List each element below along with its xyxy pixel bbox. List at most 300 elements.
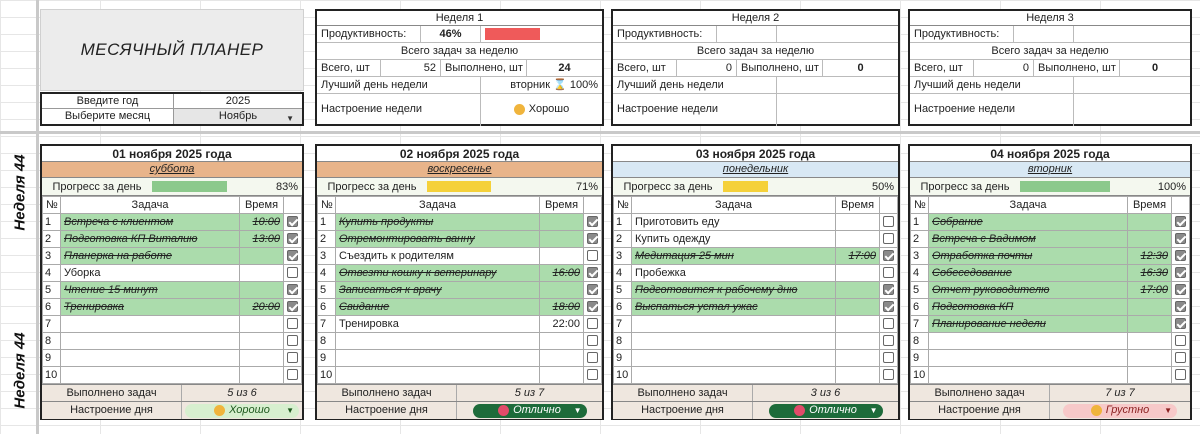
task-time[interactable] — [836, 350, 880, 367]
week-title: Неделя 2 — [613, 11, 898, 26]
done-tasks-label: Выполнено задач — [317, 385, 457, 401]
task-checkbox-cell[interactable] — [584, 299, 602, 316]
task-text[interactable]: Собеседование — [929, 265, 1128, 282]
productivity-bar-cell — [777, 26, 898, 42]
checked-checkbox-icon[interactable] — [1175, 233, 1186, 244]
task-number: 7 — [318, 316, 336, 333]
checkbox-icon[interactable] — [883, 335, 894, 346]
task-row — [614, 350, 898, 367]
day-mood-select[interactable] — [1063, 404, 1177, 418]
year-month-selector — [40, 92, 304, 126]
task-text[interactable] — [632, 333, 836, 350]
task-time[interactable]: 12:30 — [1128, 248, 1172, 265]
task-time[interactable]: 22:00 — [540, 316, 584, 333]
task-time[interactable]: 10:00 — [240, 214, 284, 231]
checked-checkbox-icon[interactable] — [587, 233, 598, 244]
day-mood-label: Настроение дня — [910, 402, 1050, 419]
checked-checkbox-icon[interactable] — [883, 250, 894, 261]
task-number: 4 — [911, 265, 929, 282]
header-time: Время — [240, 197, 284, 214]
task-text[interactable]: Отчет руководителю — [929, 282, 1128, 299]
total-count-value: 52 — [381, 60, 441, 76]
day-mood-value: Грустно — [1105, 404, 1150, 416]
task-checkbox-cell[interactable] — [880, 299, 898, 316]
progress-bar — [152, 181, 227, 192]
task-time[interactable] — [1128, 350, 1172, 367]
task-text[interactable]: Уборка — [61, 265, 240, 282]
done-tasks-row — [317, 384, 602, 401]
task-time[interactable] — [836, 333, 880, 350]
day-date: 04 ноября 2025 года — [910, 146, 1190, 162]
task-text[interactable] — [632, 367, 836, 384]
task-time[interactable] — [1128, 316, 1172, 333]
header-time: Время — [1128, 197, 1172, 214]
done-tasks-row — [613, 384, 898, 401]
task-time[interactable] — [836, 367, 880, 384]
day-mood-label: Настроение дня — [317, 402, 457, 419]
week-mood-text: Хорошо — [528, 103, 570, 115]
task-text[interactable]: Планерка на работе — [61, 248, 240, 265]
column-separator — [36, 0, 39, 434]
task-checkbox-cell[interactable] — [880, 231, 898, 248]
task-text[interactable] — [336, 367, 540, 384]
task-number: 10 — [43, 367, 61, 384]
task-checkbox-cell[interactable] — [880, 350, 898, 367]
day-mood-select[interactable] — [769, 404, 883, 418]
checked-checkbox-icon[interactable] — [287, 301, 298, 312]
task-text[interactable]: Чтение 15 минут — [61, 282, 240, 299]
task-time[interactable] — [240, 316, 284, 333]
task-time[interactable] — [836, 231, 880, 248]
task-time[interactable] — [240, 248, 284, 265]
total-week-label: Всего задач за неделю — [696, 45, 815, 57]
day-mood-label: Настроение дня — [613, 402, 753, 419]
task-time[interactable] — [836, 316, 880, 333]
checkbox-icon[interactable] — [1175, 369, 1186, 380]
task-text[interactable]: Собрание — [929, 214, 1128, 231]
task-checkbox-cell[interactable] — [284, 265, 302, 282]
task-time[interactable] — [1128, 231, 1172, 248]
task-time[interactable] — [540, 282, 584, 299]
day-card-1 — [40, 144, 304, 420]
header-num: № — [911, 197, 929, 214]
done-count-label: Выполнено, шт — [441, 60, 527, 76]
task-checkbox-cell[interactable] — [880, 282, 898, 299]
header-time: Время — [540, 197, 584, 214]
task-checkbox-cell[interactable] — [880, 333, 898, 350]
task-text[interactable]: Тренировка — [61, 299, 240, 316]
task-time[interactable] — [240, 367, 284, 384]
task-time[interactable] — [240, 350, 284, 367]
task-checkbox-cell[interactable] — [1172, 350, 1190, 367]
week-mood-value — [1074, 94, 1190, 126]
task-number: 3 — [43, 248, 61, 265]
task-row — [911, 282, 1190, 299]
checkbox-icon[interactable] — [287, 369, 298, 380]
task-number: 3 — [911, 248, 929, 265]
task-checkbox-cell[interactable] — [1172, 265, 1190, 282]
task-checkbox-cell[interactable] — [284, 231, 302, 248]
checkbox-icon[interactable] — [287, 318, 298, 329]
task-row — [43, 231, 302, 248]
task-number: 6 — [318, 299, 336, 316]
task-number: 10 — [614, 367, 632, 384]
task-text[interactable] — [632, 350, 836, 367]
smiley-icon — [498, 405, 509, 416]
task-number: 8 — [614, 333, 632, 350]
task-text[interactable] — [929, 333, 1128, 350]
checkbox-icon[interactable] — [587, 250, 598, 261]
checkbox-icon[interactable] — [1175, 335, 1186, 346]
month-label: Выберите месяц — [42, 109, 174, 124]
task-number: 5 — [614, 282, 632, 299]
chevron-down-icon: ▼ — [1164, 405, 1172, 415]
task-row — [911, 214, 1190, 231]
task-number: 10 — [318, 367, 336, 384]
task-text[interactable]: Пробежка — [632, 265, 836, 282]
done-tasks-row — [910, 384, 1190, 401]
checked-checkbox-icon[interactable] — [883, 301, 894, 312]
task-time[interactable] — [540, 333, 584, 350]
task-checkbox-cell[interactable] — [284, 333, 302, 350]
task-text[interactable] — [336, 350, 540, 367]
day-mood-row — [613, 401, 898, 419]
done-count-label: Выполнено, шт — [737, 60, 823, 76]
task-header-row — [318, 197, 602, 214]
task-row — [614, 367, 898, 384]
task-time[interactable] — [540, 367, 584, 384]
task-row — [43, 299, 302, 316]
header-check — [284, 197, 302, 214]
task-text[interactable]: Приготовить еду — [632, 214, 836, 231]
task-text[interactable]: Отвезти кошку к ветеринару — [336, 265, 540, 282]
task-checkbox-cell[interactable] — [584, 248, 602, 265]
task-checkbox-cell[interactable] — [1172, 333, 1190, 350]
task-time[interactable]: 17:00 — [836, 248, 880, 265]
checkbox-icon[interactable] — [883, 352, 894, 363]
task-text[interactable]: Подготовка КП Виталию — [61, 231, 240, 248]
task-row — [43, 316, 302, 333]
checkbox-icon[interactable] — [883, 369, 894, 380]
task-checkbox-cell[interactable] — [1172, 299, 1190, 316]
task-row — [614, 316, 898, 333]
header-task: Задача — [632, 197, 836, 214]
header-check — [584, 197, 602, 214]
total-week-label: Всего задач за неделю — [400, 45, 519, 57]
task-text[interactable]: Записаться к врачу — [336, 282, 540, 299]
task-text[interactable] — [336, 333, 540, 350]
task-checkbox-cell[interactable] — [1172, 367, 1190, 384]
day-mood-row — [317, 401, 602, 419]
task-time[interactable] — [1128, 214, 1172, 231]
side-week-label-bottom: Неделя 44 — [11, 331, 29, 409]
checkbox-icon[interactable] — [587, 352, 598, 363]
task-checkbox-cell[interactable] — [584, 350, 602, 367]
task-checkbox-cell[interactable] — [284, 282, 302, 299]
task-number: 6 — [911, 299, 929, 316]
task-row — [43, 265, 302, 282]
done-count-label: Выполнено, шт — [1034, 60, 1120, 76]
task-row — [43, 248, 302, 265]
week-summary-3 — [908, 9, 1192, 126]
task-time[interactable] — [1128, 299, 1172, 316]
task-text[interactable]: Планирование недели — [929, 316, 1128, 333]
task-text[interactable]: Встреча с Вадимом — [929, 231, 1128, 248]
header-task: Задача — [336, 197, 540, 214]
task-time[interactable]: 16:00 — [540, 265, 584, 282]
day-card-4 — [908, 144, 1192, 420]
task-row — [614, 265, 898, 282]
task-table — [42, 196, 302, 384]
task-checkbox-cell[interactable] — [584, 367, 602, 384]
checked-checkbox-icon[interactable] — [587, 267, 598, 278]
task-time[interactable] — [540, 350, 584, 367]
checked-checkbox-icon[interactable] — [287, 250, 298, 261]
task-checkbox-cell[interactable] — [284, 367, 302, 384]
task-row — [911, 265, 1190, 282]
header-check — [1172, 197, 1190, 214]
task-time[interactable] — [836, 299, 880, 316]
task-text[interactable]: Купить одежду — [632, 231, 836, 248]
done-count-value: 0 — [1151, 62, 1159, 74]
checkbox-icon[interactable] — [883, 267, 894, 278]
task-number: 1 — [911, 214, 929, 231]
task-header-row — [43, 197, 302, 214]
task-text[interactable]: Отработка почты — [929, 248, 1128, 265]
checked-checkbox-icon[interactable] — [587, 284, 598, 295]
task-checkbox-cell[interactable] — [284, 350, 302, 367]
task-row — [43, 333, 302, 350]
task-row — [911, 316, 1190, 333]
task-time[interactable] — [540, 248, 584, 265]
task-time[interactable]: 13:00 — [240, 231, 284, 248]
task-checkbox-cell[interactable] — [284, 214, 302, 231]
done-count-value: 0 — [857, 62, 864, 74]
task-time[interactable] — [240, 333, 284, 350]
checked-checkbox-icon[interactable] — [1175, 250, 1186, 261]
day-date: 01 ноября 2025 года — [42, 146, 302, 162]
task-number: 5 — [911, 282, 929, 299]
task-row — [318, 214, 602, 231]
task-number: 7 — [911, 316, 929, 333]
best-day-percent: 100% — [569, 79, 598, 91]
task-row — [614, 333, 898, 350]
checked-checkbox-icon[interactable] — [1175, 267, 1186, 278]
chevron-down-icon: ▼ — [286, 405, 294, 415]
task-text[interactable] — [61, 316, 240, 333]
task-time[interactable] — [1128, 367, 1172, 384]
checked-checkbox-icon[interactable] — [1175, 301, 1186, 312]
day-mood-select[interactable] — [473, 404, 587, 418]
task-text[interactable]: Свидание — [336, 299, 540, 316]
task-number: 5 — [318, 282, 336, 299]
progress-percent: 71% — [575, 181, 598, 193]
task-row — [614, 299, 898, 316]
task-time[interactable]: 20:00 — [240, 299, 284, 316]
task-checkbox-cell[interactable] — [1172, 231, 1190, 248]
task-checkbox-cell[interactable] — [284, 248, 302, 265]
task-text[interactable] — [61, 367, 240, 384]
task-text[interactable] — [61, 350, 240, 367]
total-count-value: 0 — [677, 60, 737, 76]
productivity-value — [717, 26, 777, 42]
checked-checkbox-icon[interactable] — [587, 301, 598, 312]
task-checkbox-cell[interactable] — [880, 316, 898, 333]
checked-checkbox-icon[interactable] — [287, 216, 298, 227]
day-mood-value: Хорошо — [229, 404, 270, 416]
task-checkbox-cell[interactable] — [1172, 248, 1190, 265]
productivity-label: Продуктивность: — [910, 26, 1014, 42]
task-number: 2 — [911, 231, 929, 248]
task-number: 6 — [43, 299, 61, 316]
task-number: 3 — [614, 248, 632, 265]
task-checkbox-cell[interactable] — [880, 214, 898, 231]
task-checkbox-cell[interactable] — [584, 333, 602, 350]
task-text[interactable] — [929, 350, 1128, 367]
task-time[interactable] — [540, 214, 584, 231]
task-time[interactable]: 16:30 — [1128, 265, 1172, 282]
month-select[interactable] — [174, 109, 302, 124]
best-day-value — [1074, 77, 1190, 93]
year-input[interactable]: 2025 — [225, 95, 251, 107]
day-mood-value: Отлично — [809, 404, 857, 416]
task-time[interactable] — [836, 282, 880, 299]
checkbox-icon[interactable] — [587, 369, 598, 380]
task-time[interactable] — [1128, 333, 1172, 350]
productivity-value: 46% — [421, 26, 481, 42]
day-weekday: суббота — [42, 162, 302, 178]
task-checkbox-cell[interactable] — [880, 265, 898, 282]
task-time[interactable] — [836, 214, 880, 231]
task-number: 1 — [318, 214, 336, 231]
total-count-value: 0 — [974, 60, 1034, 76]
task-time[interactable] — [836, 265, 880, 282]
task-checkbox-cell[interactable] — [584, 316, 602, 333]
task-row — [43, 282, 302, 299]
task-checkbox-cell[interactable] — [1172, 214, 1190, 231]
task-number: 7 — [43, 316, 61, 333]
task-text[interactable]: Подготовка КП — [929, 299, 1128, 316]
done-tasks-value: 3 из 6 — [753, 385, 898, 401]
task-row — [318, 299, 602, 316]
checked-checkbox-icon[interactable] — [1175, 318, 1186, 329]
task-number: 9 — [614, 350, 632, 367]
checkbox-icon[interactable] — [1175, 352, 1186, 363]
task-text[interactable] — [632, 316, 836, 333]
progress-percent: 83% — [275, 181, 298, 193]
day-progress — [613, 178, 898, 196]
checkbox-icon[interactable] — [287, 352, 298, 363]
checkbox-icon[interactable] — [587, 318, 598, 329]
task-checkbox-cell[interactable] — [584, 231, 602, 248]
checked-checkbox-icon[interactable] — [1175, 284, 1186, 295]
checkbox-icon[interactable] — [587, 335, 598, 346]
done-tasks-value: 7 из 7 — [1050, 385, 1190, 401]
task-checkbox-cell[interactable] — [284, 299, 302, 316]
day-weekday: вторник — [910, 162, 1190, 178]
task-checkbox-cell[interactable] — [584, 282, 602, 299]
task-checkbox-cell[interactable] — [1172, 316, 1190, 333]
task-text[interactable] — [929, 367, 1128, 384]
month-select-value: Ноябрь — [218, 110, 258, 122]
checkbox-icon[interactable] — [883, 216, 894, 227]
productivity-bar-cell — [481, 26, 602, 42]
task-time[interactable]: 18:00 — [540, 299, 584, 316]
checked-checkbox-icon[interactable] — [587, 216, 598, 227]
task-table — [317, 196, 602, 384]
day-mood-select[interactable] — [185, 404, 299, 418]
day-mood-label: Настроение дня — [42, 402, 182, 419]
task-number: 9 — [43, 350, 61, 367]
task-text[interactable]: Съездить к родителям — [336, 248, 540, 265]
hourglass-icon: ⌛ — [553, 79, 567, 91]
checkbox-icon[interactable] — [883, 318, 894, 329]
task-text[interactable]: Выспаться устал ужас — [632, 299, 836, 316]
best-day-value — [481, 77, 602, 93]
header-time: Время — [836, 197, 880, 214]
total-count-label: Всего, шт — [613, 60, 677, 76]
day-weekday: воскресенье — [317, 162, 602, 178]
task-number: 3 — [318, 248, 336, 265]
checked-checkbox-icon[interactable] — [287, 233, 298, 244]
task-text[interactable]: Медитация 25 мин — [632, 248, 836, 265]
task-checkbox-cell[interactable] — [584, 214, 602, 231]
task-time[interactable] — [240, 282, 284, 299]
smiley-icon — [514, 104, 525, 115]
task-text[interactable] — [61, 333, 240, 350]
checked-checkbox-icon[interactable] — [1175, 216, 1186, 227]
task-row — [43, 214, 302, 231]
checkbox-icon[interactable] — [287, 335, 298, 346]
total-week-label: Всего задач за неделю — [991, 45, 1109, 57]
progress-bar — [427, 181, 491, 192]
task-row — [614, 248, 898, 265]
task-row — [318, 248, 602, 265]
task-text[interactable]: Купить продукты — [336, 214, 540, 231]
task-text[interactable]: Встреча с клиентом — [61, 214, 240, 231]
header-task: Задача — [61, 197, 240, 214]
task-checkbox-cell[interactable] — [880, 248, 898, 265]
task-number: 4 — [614, 265, 632, 282]
task-table — [910, 196, 1190, 384]
checkbox-icon[interactable] — [287, 267, 298, 278]
task-time[interactable] — [240, 265, 284, 282]
progress-percent: 50% — [871, 181, 894, 193]
task-checkbox-cell[interactable] — [584, 265, 602, 282]
task-text[interactable]: Подготовится к рабочему дню — [632, 282, 836, 299]
planner-title — [40, 9, 304, 91]
task-checkbox-cell[interactable] — [880, 367, 898, 384]
task-checkbox-cell[interactable] — [284, 316, 302, 333]
task-text[interactable]: Тренировка — [336, 316, 540, 333]
task-time[interactable] — [540, 231, 584, 248]
checkbox-icon[interactable] — [883, 233, 894, 244]
task-number: 5 — [43, 282, 61, 299]
best-day-label: Лучший день недели — [613, 77, 777, 93]
done-count-value: 24 — [558, 62, 571, 74]
side-week-label-top: Неделя 44 — [11, 153, 29, 231]
task-text[interactable]: Отремонтировать ванну — [336, 231, 540, 248]
checked-checkbox-icon[interactable] — [287, 284, 298, 295]
week-title: Неделя 1 — [317, 11, 602, 26]
task-time[interactable]: 17:00 — [1128, 282, 1172, 299]
day-date: 03 ноября 2025 года — [613, 146, 898, 162]
progress-label: Прогресс за день — [52, 180, 142, 193]
task-checkbox-cell[interactable] — [1172, 282, 1190, 299]
task-row — [911, 231, 1190, 248]
task-number: 9 — [318, 350, 336, 367]
checked-checkbox-icon[interactable] — [883, 284, 894, 295]
